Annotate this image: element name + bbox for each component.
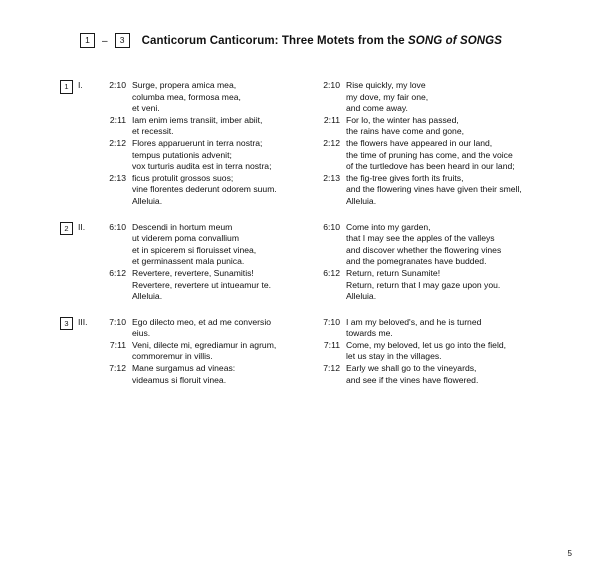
verse-lines: [346, 340, 560, 363]
track-range-dash: –: [102, 36, 108, 47]
verse-line: videamus si floruit vinea.: [132, 374, 227, 385]
verse: [310, 222, 560, 268]
verse-line: Come into my garden,: [346, 221, 431, 232]
verse-reference: 2:13: [323, 172, 340, 183]
verse-reference: 7:10: [109, 316, 126, 327]
verse-line: vine florentes dederunt odorem suum.: [132, 184, 277, 195]
verse: [60, 115, 305, 138]
verse-line: Early we shall go to the vineyards,: [346, 363, 477, 374]
verse-line: and come away.: [346, 103, 408, 114]
verse-line: Rise quickly, my love: [346, 80, 426, 90]
verse-lines: [132, 340, 305, 363]
verse-lines: [132, 268, 305, 303]
title-text: [142, 35, 502, 47]
verse-line: ut viderem poma convallium: [132, 233, 239, 244]
verse-lines: [346, 173, 560, 208]
verse-line: Mane surgamus ad vineas:: [132, 363, 236, 374]
motet-block-english: [310, 80, 560, 208]
verse-line: and the pomegranates have budded.: [346, 256, 487, 267]
page-title: [80, 34, 502, 49]
verse-line: the time of pruning has come, and the voice: [346, 149, 513, 160]
verse-lines: [346, 268, 560, 303]
verse-line: let us stay in the villages.: [346, 351, 442, 362]
motet-block-latin: [60, 80, 305, 208]
verse-line: Veni, dilecte mi, egrediamur in agrum,: [132, 339, 277, 350]
verse-line: the flowers have appeared in our land,: [346, 137, 493, 148]
verse-reference: 7:12: [323, 363, 340, 374]
verse: [310, 317, 560, 340]
verse-line: towards me.: [346, 328, 393, 339]
verse-reference: 7:12: [109, 363, 126, 374]
verse-line: et recessit.: [132, 126, 174, 137]
verse-reference: 2:13: [109, 172, 126, 183]
verse-lines: [132, 138, 305, 173]
motet-block-english: [310, 317, 560, 387]
motet-roman-numeral: III.: [78, 316, 88, 327]
verse-line: Return, return that I may gaze upon you.: [346, 279, 501, 290]
verse-line: ficus protulit grossos suos;: [132, 172, 234, 183]
verse-lines: [132, 222, 305, 268]
motet-block-latin: [60, 222, 305, 303]
verse-line: Flores apparuerunt in terra nostra;: [132, 137, 263, 148]
motet-number-box: 3: [60, 317, 73, 331]
verse: [310, 115, 560, 138]
title-main: Canticorum Canticorum: Three Motets from the: [141, 35, 409, 47]
verse: [60, 138, 305, 173]
motet-number-box: 2: [60, 222, 73, 236]
verse-reference: 2:12: [109, 137, 126, 148]
verse-reference: 2:11: [109, 114, 126, 125]
verse-reference: 6:12: [323, 267, 340, 278]
verse-reference: 7:10: [323, 316, 340, 327]
verse-lines: [132, 317, 305, 340]
verse-reference: 6:10: [109, 221, 126, 232]
verse-line: Alleluia.: [346, 195, 377, 206]
verse-lines: [346, 138, 560, 173]
verse-line: Descendi in hortum meum: [132, 221, 233, 232]
verse-lines: [346, 80, 560, 115]
verse-line: and the flowering vines have given their smell,: [346, 184, 522, 195]
motet-roman-numeral: II.: [78, 221, 86, 232]
verse-line: Revertere, revertere ut intueamur te.: [132, 279, 271, 290]
verse: [60, 340, 305, 363]
verse: [60, 317, 305, 340]
verse-line: Revertere, revertere, Sunamitis!: [132, 267, 254, 278]
verse-line: I am my beloved's, and he is turned: [346, 316, 482, 327]
english-text-column: [310, 80, 560, 400]
verse-lines: [132, 115, 305, 138]
verse-line: my dove, my fair one,: [346, 91, 429, 102]
verse-reference: 2:10: [109, 80, 126, 90]
title-italic: SONG of SONGS: [408, 35, 502, 47]
verse-line: that I may see the apples of the valleys: [346, 233, 495, 244]
verse: [60, 363, 305, 386]
verse-line: Surge, propera amica mea,: [132, 80, 237, 90]
verse-lines: [132, 363, 305, 386]
verse: [310, 363, 560, 386]
verse: [310, 80, 560, 115]
verse-lines: [132, 173, 305, 208]
verse-lines: [346, 115, 560, 138]
verse-line: commoremur in villis.: [132, 351, 213, 362]
page-number: 5: [567, 549, 572, 558]
verse-lines: [346, 363, 560, 386]
verse: [310, 173, 560, 208]
latin-text-column: [60, 80, 305, 400]
verse: [310, 340, 560, 363]
verse-line: the rains have come and gone,: [346, 126, 465, 137]
verse-line: Iam enim iems transiit, imber abiit,: [132, 114, 263, 125]
motet-block-latin: [60, 317, 305, 387]
verse-line: vox turturis audita est in terra nostra;: [132, 161, 272, 172]
verse: [310, 268, 560, 303]
verse-line: et germinassent mala punica.: [132, 256, 245, 267]
verse-lines: [132, 80, 305, 115]
verse-line: For lo, the winter has passed,: [346, 114, 459, 125]
verse-line: Return, return Sunamite!: [346, 267, 441, 278]
verse-reference: 6:10: [323, 221, 340, 232]
verse-line: of the turtledove has been heard in our land;: [346, 161, 515, 172]
verse-line: Alleluia.: [132, 291, 163, 302]
verse-line: tempus putationis advenit;: [132, 149, 232, 160]
verse-line: eius.: [132, 328, 151, 339]
track-range-end-box: 3: [115, 33, 130, 48]
verse-reference: 7:11: [109, 339, 126, 350]
verse-line: Alleluia.: [346, 291, 377, 302]
verse-line: and see if the vines have flowered.: [346, 374, 479, 385]
verse-line: Come, my beloved, let us go into the field,: [346, 339, 507, 350]
verse: [60, 222, 305, 268]
verse-reference: 2:12: [323, 137, 340, 148]
verse-lines: [346, 222, 560, 268]
verse-line: et in spicerem si floruisset vinea,: [132, 244, 257, 255]
verse-lines: [346, 317, 560, 340]
verse-reference: 2:10: [323, 80, 340, 90]
verse: [310, 138, 560, 173]
verse-reference: 6:12: [109, 267, 126, 278]
verse: [60, 80, 305, 115]
verse-reference: 2:11: [323, 114, 340, 125]
track-range-start-box: 1: [80, 33, 95, 48]
verse-line: et veni.: [132, 103, 160, 114]
motet-roman-numeral: I.: [78, 80, 83, 90]
verse: [60, 268, 305, 303]
verse-line: and discover whether the flowering vines: [346, 244, 502, 255]
verse-line: Alleluia.: [132, 195, 163, 206]
motet-number-box: 1: [60, 80, 73, 94]
verse-line: the fig-tree gives forth its fruits,: [346, 172, 464, 183]
verse: [60, 173, 305, 208]
verse-line: Ego dilecto meo, et ad me conversio: [132, 316, 272, 327]
verse-reference: 7:11: [323, 339, 340, 350]
verse-line: columba mea, formosa mea,: [132, 91, 241, 102]
motet-block-english: [310, 222, 560, 303]
